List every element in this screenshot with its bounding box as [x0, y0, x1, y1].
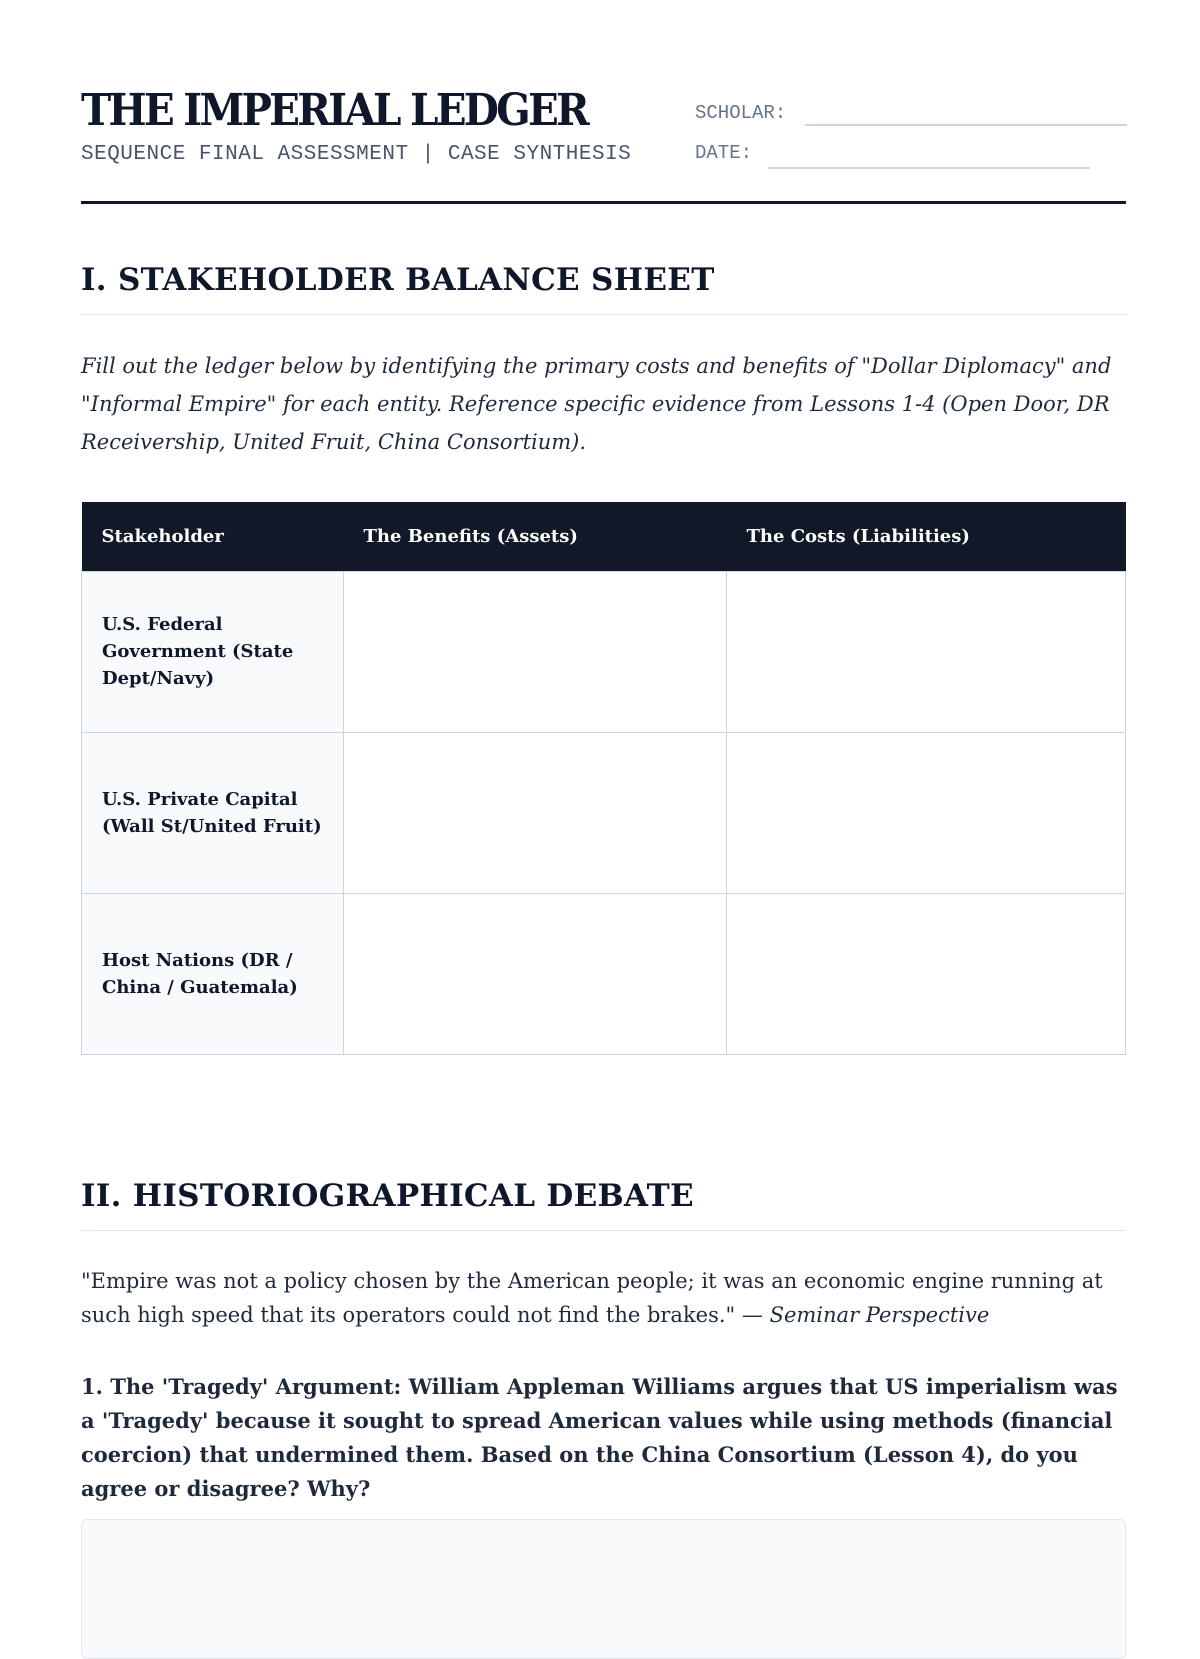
table-header-row — [82, 502, 1126, 571]
header — [81, 85, 1126, 204]
benefits-cell[interactable] — [344, 571, 727, 732]
quote-text: "Empire was not a policy chosen by the American people; it was an economic engine running at such high speed that its operators could not find the brakes." — — [81, 1269, 1103, 1327]
question-1: 1. The 'Tragedy' Argument: William Appleman Williams argues that US imperialism was a 'Tragedy' because it sought to spread American values while using methods (financial coercion) that undermined them. Based on the China Consortium (Lesson 4), do you agree or disagree? Why? — [81, 1374, 1118, 1501]
balance-sheet-table — [81, 502, 1126, 1055]
page-title: THE IMPERIAL LEDGER — [81, 85, 587, 136]
benefits-cell[interactable] — [344, 732, 727, 893]
table-row — [82, 893, 1126, 1054]
stakeholder-cell: U.S. Private Capital (Wall St/United Fruit) — [82, 732, 344, 893]
table-row — [82, 571, 1126, 732]
stakeholder-cell: Host Nations (DR / China / Guatemala) — [82, 893, 344, 1054]
section1-heading: I. STAKEHOLDER BALANCE SHEET — [81, 262, 1126, 315]
column-header: The Costs (Liabilities) — [727, 502, 1126, 571]
question-1-answer-box[interactable] — [81, 1519, 1126, 1659]
costs-cell[interactable] — [727, 571, 1126, 732]
stakeholder-cell: U.S. Federal Government (State Dept/Navy) — [82, 571, 344, 732]
seminar-quote — [81, 1264, 1126, 1332]
scholar-field — [695, 102, 786, 124]
date-label: DATE: — [695, 142, 753, 164]
quote-source: Seminar Perspective — [769, 1303, 990, 1327]
section2-heading: II. HISTORIOGRAPHICAL DEBATE — [81, 1178, 1126, 1231]
date-input-line[interactable] — [768, 167, 1090, 169]
page-subtitle: SEQUENCE FINAL ASSESSMENT | CASE SYNTHESIS — [81, 143, 632, 166]
column-header: The Benefits (Assets) — [344, 502, 727, 571]
benefits-cell[interactable] — [344, 893, 727, 1054]
column-header: Stakeholder — [82, 502, 344, 571]
table-row — [82, 732, 1126, 893]
scholar-input-line[interactable] — [805, 124, 1127, 126]
scholar-label: SCHOLAR: — [695, 102, 787, 124]
costs-cell[interactable] — [727, 732, 1126, 893]
costs-cell[interactable] — [727, 893, 1126, 1054]
date-field — [695, 142, 752, 164]
section1-instructions: Fill out the ledger below by identifying the primary costs and benefits of "Dollar Diplomacy" and "Informal Empire" for each entity. Reference specific evidence from Lessons 1-4 (Open Door, DR Receivership, United Fruit, China Consortium). — [81, 354, 1112, 454]
